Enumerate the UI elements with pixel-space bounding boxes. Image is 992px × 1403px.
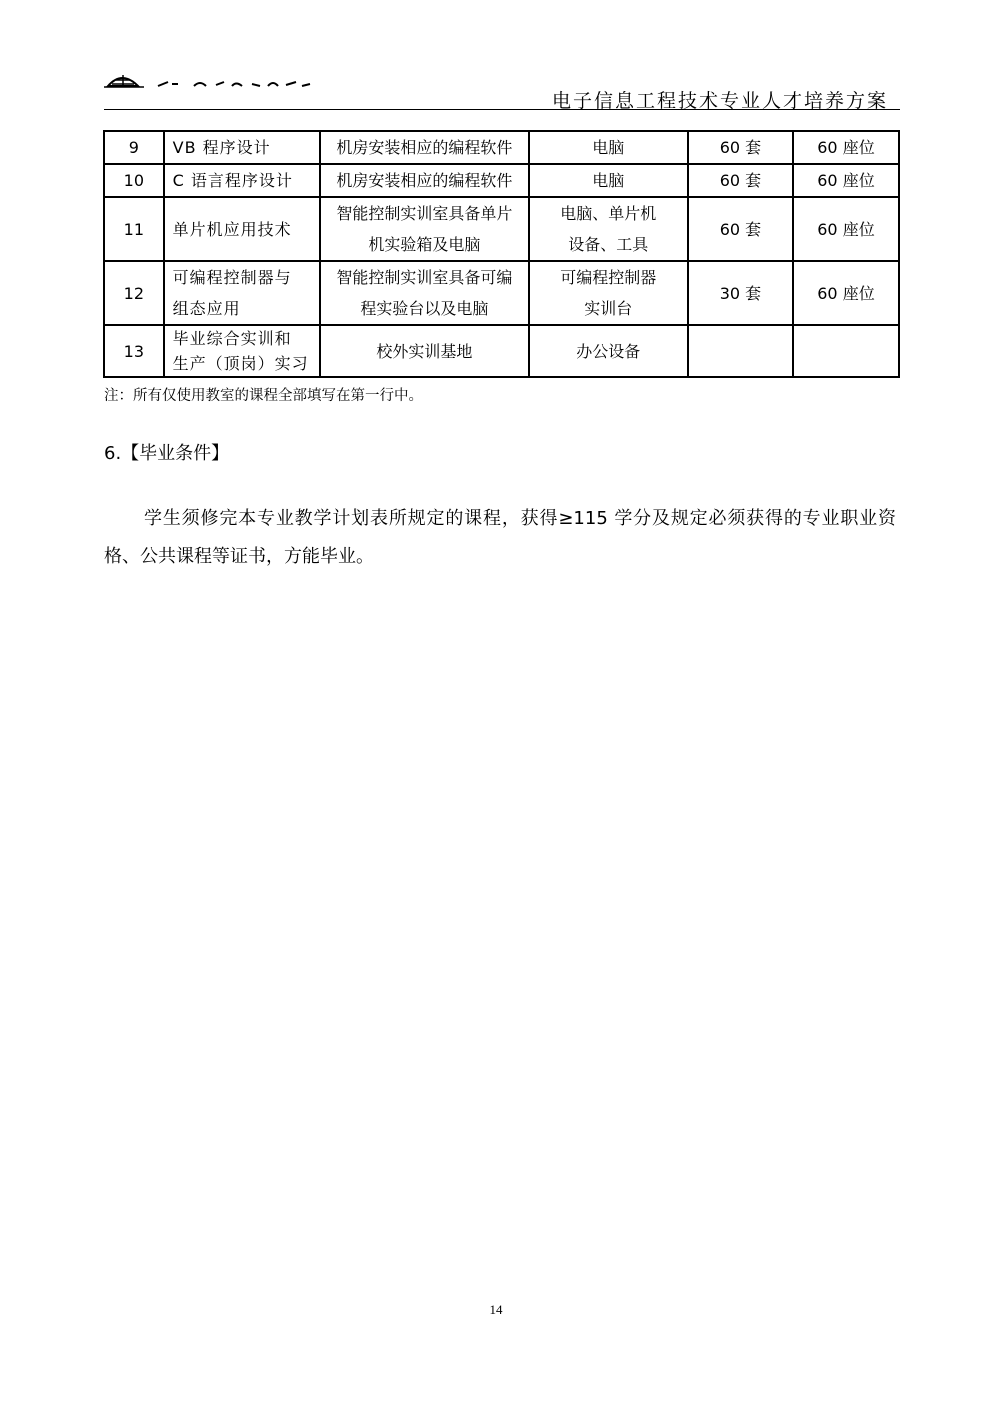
training-room-cell-line: 机实验箱及电脑 xyxy=(368,235,481,254)
equipment-cell xyxy=(529,131,688,164)
table-row xyxy=(104,325,899,377)
course-cell-line: C 语言程序设计 xyxy=(172,171,293,190)
equipment-cell-line: 电脑、单片机 xyxy=(560,204,657,223)
course-cell xyxy=(164,131,320,164)
row-number-cell: 10 xyxy=(104,164,164,197)
school-logo xyxy=(104,72,319,94)
seats-cell: 60 座位 xyxy=(793,261,899,325)
course-cell-line: 单片机应用技术 xyxy=(172,219,292,239)
training-room-cell xyxy=(320,325,528,377)
table-row xyxy=(104,197,899,261)
training-room-cell-line: 智能控制实训室具备可编 xyxy=(336,268,513,287)
training-room-cell-line: 机房安装相应的编程软件 xyxy=(336,138,513,157)
training-room-cell xyxy=(320,197,528,261)
course-cell xyxy=(164,197,320,261)
course-cell-line: 毕业综合实训和 xyxy=(172,329,292,348)
table-row xyxy=(104,261,899,325)
header-divider xyxy=(104,109,900,110)
section-heading: 6.【毕业条件】 xyxy=(104,443,230,464)
equipment-cell-line: 实训台 xyxy=(584,299,633,318)
table-row xyxy=(104,131,899,164)
course-cell-line: 可编程控制器与 xyxy=(172,268,292,287)
quantity-cell: 60 套 xyxy=(688,131,793,164)
graduation-requirements-paragraph: 学生须修完本专业教学计划表所规定的课程，获得≥115 学分及规定必须获得的专业职业资格、公共课程等证书，方能毕业。 xyxy=(104,508,896,567)
course-cell xyxy=(164,164,320,197)
equipment-cell-line: 电脑 xyxy=(592,171,625,190)
seats-cell: 60 座位 xyxy=(793,164,899,197)
training-room-cell-line: 智能控制实训室具备单片 xyxy=(336,204,513,223)
table-note: 注：所有仅使用教室的课程全部填写在第一行中。 xyxy=(104,388,423,404)
equipment-cell-line: 电脑 xyxy=(592,138,625,157)
row-number-cell: 9 xyxy=(104,131,164,164)
training-resources-table xyxy=(103,130,900,378)
training-room-cell xyxy=(320,164,528,197)
course-cell xyxy=(164,325,320,377)
row-number-cell: 11 xyxy=(104,197,164,261)
training-room-cell-line: 校外实训基地 xyxy=(376,341,473,361)
quantity-cell: 60 套 xyxy=(688,197,793,261)
seats-cell: 60 座位 xyxy=(793,197,899,261)
quantity-cell: 30 套 xyxy=(688,261,793,325)
equipment-cell-line: 可编程控制器 xyxy=(560,268,657,287)
quantity-cell: 60 套 xyxy=(688,164,793,197)
equipment-cell xyxy=(529,261,688,325)
page-number: 14 xyxy=(489,1302,503,1317)
training-room-cell xyxy=(320,131,528,164)
training-room-cell-line: 程实验台以及电脑 xyxy=(360,299,489,318)
quantity-cell xyxy=(688,325,793,377)
row-number-cell: 13 xyxy=(104,325,164,377)
training-room-cell-line: 机房安装相应的编程软件 xyxy=(336,171,513,190)
header-title: 电子信息工程技术专业人才培养方案 xyxy=(551,90,888,112)
seats-cell xyxy=(793,325,899,377)
equipment-cell-line: 设备、工具 xyxy=(568,235,649,254)
course-cell-line: 组态应用 xyxy=(172,299,241,318)
equipment-cell xyxy=(529,197,688,261)
course-cell xyxy=(164,261,320,325)
seats-cell: 60 座位 xyxy=(793,131,899,164)
table-row xyxy=(104,164,899,197)
course-cell-line: 生产（顶岗）实习 xyxy=(172,354,309,373)
row-number-cell: 12 xyxy=(104,261,164,325)
equipment-cell xyxy=(529,164,688,197)
equipment-cell xyxy=(529,325,688,377)
equipment-cell-line: 办公设备 xyxy=(576,341,641,361)
training-room-cell xyxy=(320,261,528,325)
course-cell-line: VB 程序设计 xyxy=(172,138,271,157)
